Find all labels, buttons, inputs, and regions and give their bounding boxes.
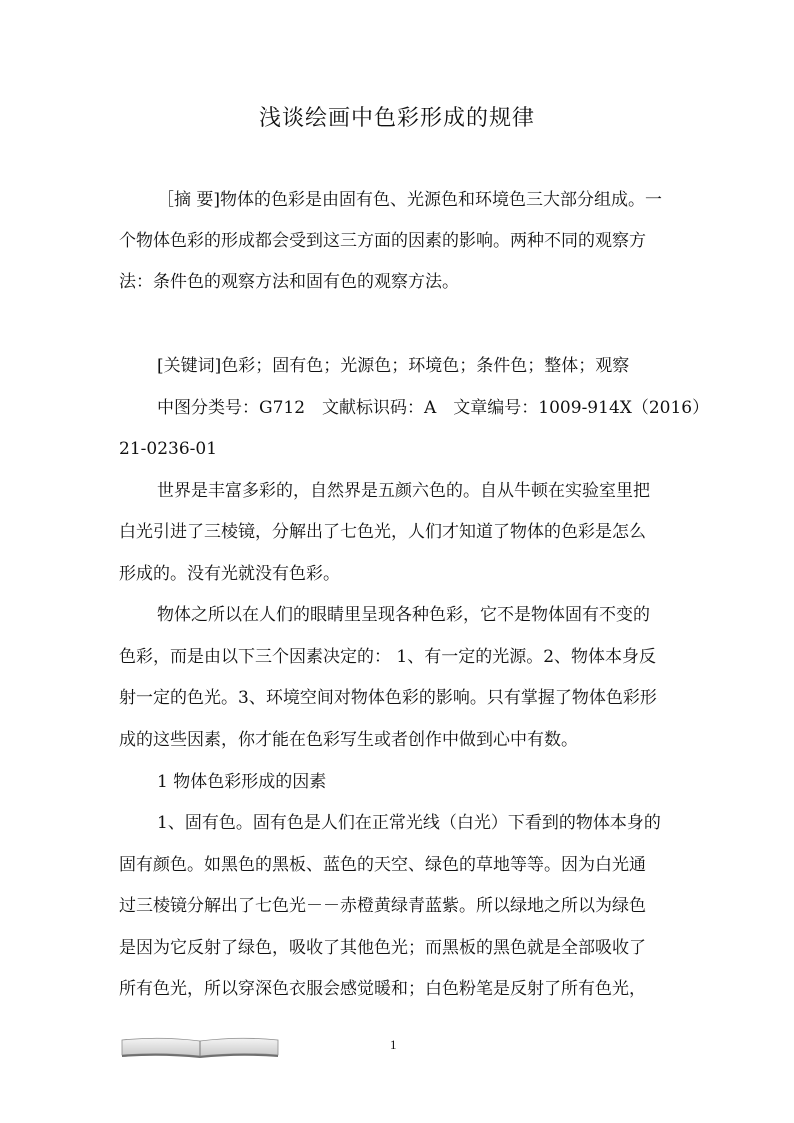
- classification-line: 21-0236-01: [119, 439, 218, 459]
- body-line: 成的这些因素，你才能在色彩写生或者创作中做到心中有数。: [119, 730, 578, 750]
- body-line: 1、固有色。固有色是人们在正常光线（白光）下看到的物体本身的: [157, 813, 661, 833]
- page-number: 1: [390, 1037, 397, 1052]
- body-line: 过三棱镜分解出了七色光－－赤橙黄绿青蓝紫。所以绿地之所以为绿色: [119, 896, 646, 916]
- body-line: 色彩，而是由以下三个因素决定的： 1、有一定的光源。2、物体本身反: [119, 647, 657, 667]
- page-title: 浅谈绘画中色彩形成的规律: [258, 106, 535, 131]
- body-line: 是因为它反射了绿色，吸收了其他色光；而黑板的黑色就是全部吸收了: [119, 938, 646, 958]
- body-line: 射一定的色光。3、环境空间对物体色彩的影响。只有掌握了物体色彩形: [119, 688, 657, 708]
- abstract-line: 个物体色彩的形成都会受到这三方面的因素的影响。两种不同的观察方: [119, 231, 646, 251]
- body-line: 白光引进了三棱镜，分解出了七色光，人们才知道了物体的色彩是怎么: [119, 522, 646, 542]
- keywords-line: [关键词]色彩；固有色；光源色；环境色；条件色；整体；观察: [157, 356, 630, 376]
- body-line: 所有色光，所以穿深色衣服会感觉暖和；白色粉笔是反射了所有色光，: [119, 979, 646, 999]
- classification-line: 中图分类号：G712 文献标识码：A 文章编号：1009-914X（2016）: [157, 398, 710, 418]
- body-line: 固有颜色。如黑色的黑板、蓝色的天空、绿色的草地等等。因为白光通: [119, 855, 646, 875]
- open-book-icon: [121, 1036, 279, 1058]
- body-line: 世界是丰富多彩的，自然界是五颜六色的。自从牛顿在实验室里把: [157, 481, 650, 501]
- body-line: 形成的。没有光就没有色彩。: [119, 564, 340, 584]
- abstract-line: 法：条件色的观察方法和固有色的观察方法。: [119, 272, 459, 292]
- abstract-line: ［摘 要]物体的色彩是由固有色、光源色和环境色三大部分组成。一: [157, 190, 663, 210]
- body-line: 物体之所以在人们的眼睛里呈现各种色彩，它不是物体固有不变的: [157, 605, 650, 625]
- section-heading: 1 物体色彩形成的因素: [157, 772, 327, 792]
